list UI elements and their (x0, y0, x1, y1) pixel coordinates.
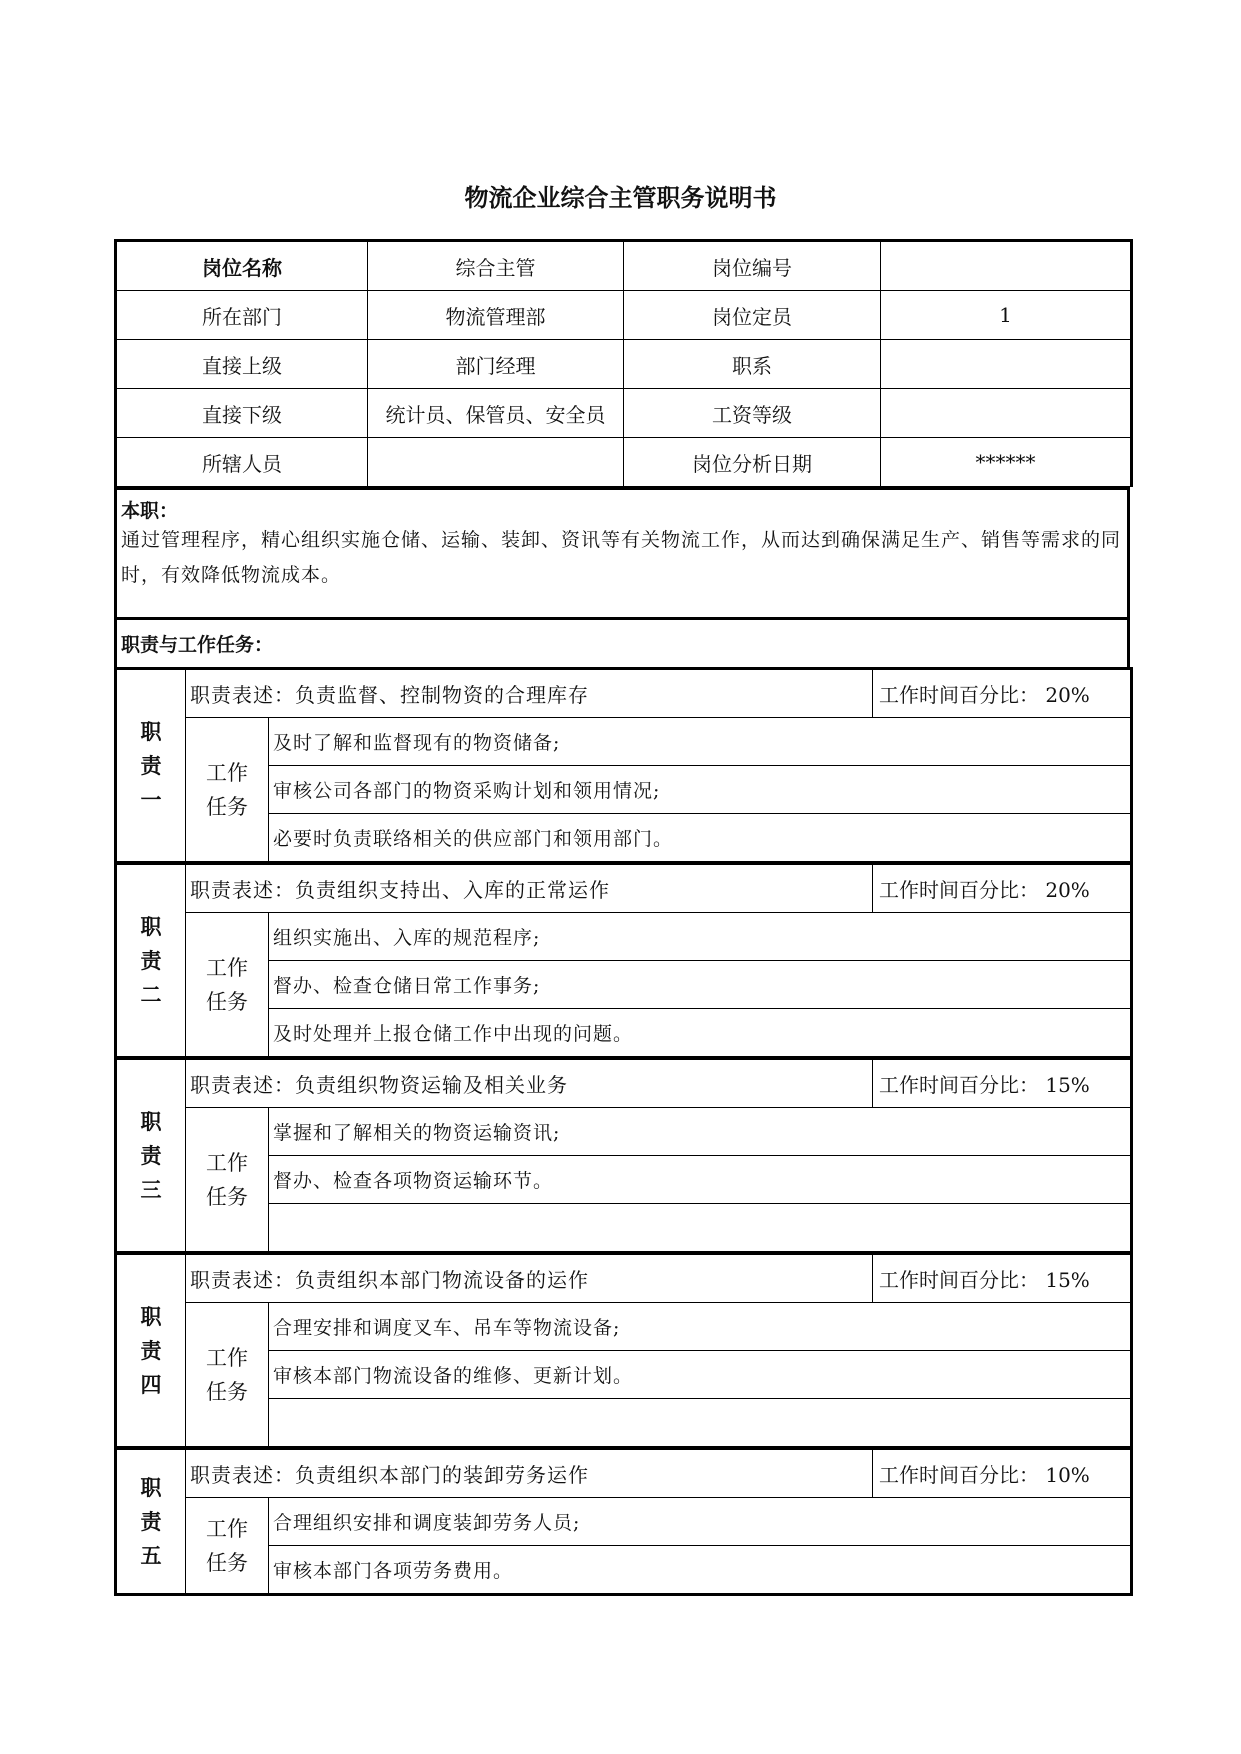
task-item (269, 1204, 1132, 1252)
tasks-section-label: 职责与工作任务： (121, 634, 274, 656)
task-item: 合理安排和调度叉车、吊车等物流设备; (269, 1303, 1132, 1351)
info-value (881, 340, 1132, 389)
page-title: 物流企业综合主管职务说明书 (464, 184, 777, 212)
info-row (116, 389, 1132, 438)
duty-description: 职责表述：负责组织物资运输及相关业务 (186, 1059, 873, 1108)
duty-block (114, 1252, 1133, 1447)
task-label: 工作 任务 (186, 913, 269, 1057)
main-duty-text: 通过管理程序，精心组织实施仓储、运输、装卸、资讯等有关物流工作，从而达到确保满足生产、销售等需求的同时，有效降低物流成本。 (121, 529, 1122, 586)
duty-time-percentage: 工作时间百分比： 20% (873, 864, 1132, 913)
info-label: 岗位分析日期 (624, 438, 881, 487)
task-item: 必要时负责联络相关的供应部门和领用部门。 (269, 814, 1132, 862)
task-item: 督办、检查各项物资运输环节。 (269, 1156, 1132, 1204)
task-item: 合理组织安排和调度装卸劳务人员; (269, 1498, 1132, 1546)
task-item: 及时了解和监督现有的物资储备; (269, 718, 1132, 766)
task-item: 督办、检查仓储日常工作事务; (269, 961, 1132, 1009)
main-duty-label: 本职： (121, 500, 179, 522)
info-label: 岗位名称 (116, 241, 368, 291)
duty-description: 职责表述：负责监督、控制物资的合理库存 (186, 669, 873, 718)
main-duty-section (114, 487, 1130, 617)
info-label: 直接下级 (116, 389, 368, 438)
info-label: 直接上级 (116, 340, 368, 389)
duty-name: 职 责 五 (116, 1449, 186, 1595)
duty-block (114, 1447, 1133, 1596)
info-row (116, 340, 1132, 389)
info-row (116, 438, 1132, 487)
info-label: 岗位编号 (624, 241, 881, 291)
task-item: 组织实施出、入库的规范程序; (269, 913, 1132, 961)
duty-description: 职责表述：负责组织支持出、入库的正常运作 (186, 864, 873, 913)
task-label: 工作 任务 (186, 1303, 269, 1447)
task-item: 掌握和了解相关的物资运输资讯; (269, 1108, 1132, 1156)
duty-block (114, 862, 1133, 1057)
info-value (368, 438, 624, 487)
task-item: 及时处理并上报仓储工作中出现的问题。 (269, 1009, 1132, 1057)
duty-time-percentage: 工作时间百分比： 15% (873, 1059, 1132, 1108)
task-item (269, 1399, 1132, 1447)
duty-block (114, 1057, 1133, 1252)
task-label: 工作 任务 (186, 1108, 269, 1252)
info-value: ****** (881, 438, 1132, 487)
info-value (881, 389, 1132, 438)
info-value: 1 (881, 291, 1132, 340)
duty-time-percentage: 工作时间百分比： 10% (873, 1449, 1132, 1498)
task-label: 工作 任务 (186, 718, 269, 862)
task-label: 工作 任务 (186, 1498, 269, 1595)
duty-name: 职 责 三 (116, 1059, 186, 1252)
info-row (116, 291, 1132, 340)
duty-name: 职 责 二 (116, 864, 186, 1057)
info-value: 部门经理 (368, 340, 624, 389)
info-label: 所辖人员 (116, 438, 368, 487)
task-item: 审核公司各部门的物资采购计划和领用情况; (269, 766, 1132, 814)
task-item: 审核本部门各项劳务费用。 (269, 1546, 1132, 1595)
duty-time-percentage: 工作时间百分比： 20% (873, 669, 1132, 718)
info-value: 综合主管 (368, 241, 624, 291)
info-value: 物流管理部 (368, 291, 624, 340)
tasks-section-header (114, 617, 1130, 667)
duty-name: 职 责 一 (116, 669, 186, 862)
info-label: 工资等级 (624, 389, 881, 438)
duty-description: 职责表述：负责组织本部门物流设备的运作 (186, 1254, 873, 1303)
duty-block (114, 667, 1133, 862)
job-description-form (114, 239, 1130, 1596)
info-value: 统计员、保管员、安全员 (368, 389, 624, 438)
info-label: 所在部门 (116, 291, 368, 340)
duty-time-percentage: 工作时间百分比： 15% (873, 1254, 1132, 1303)
info-label: 职系 (624, 340, 881, 389)
info-value (881, 241, 1132, 291)
duty-name: 职 责 四 (116, 1254, 186, 1447)
info-row (116, 241, 1132, 291)
duty-description: 职责表述：负责组织本部门的装卸劳务运作 (186, 1449, 873, 1498)
task-item: 审核本部门物流设备的维修、更新计划。 (269, 1351, 1132, 1399)
basic-info-table (114, 239, 1133, 487)
info-label: 岗位定员 (624, 291, 881, 340)
